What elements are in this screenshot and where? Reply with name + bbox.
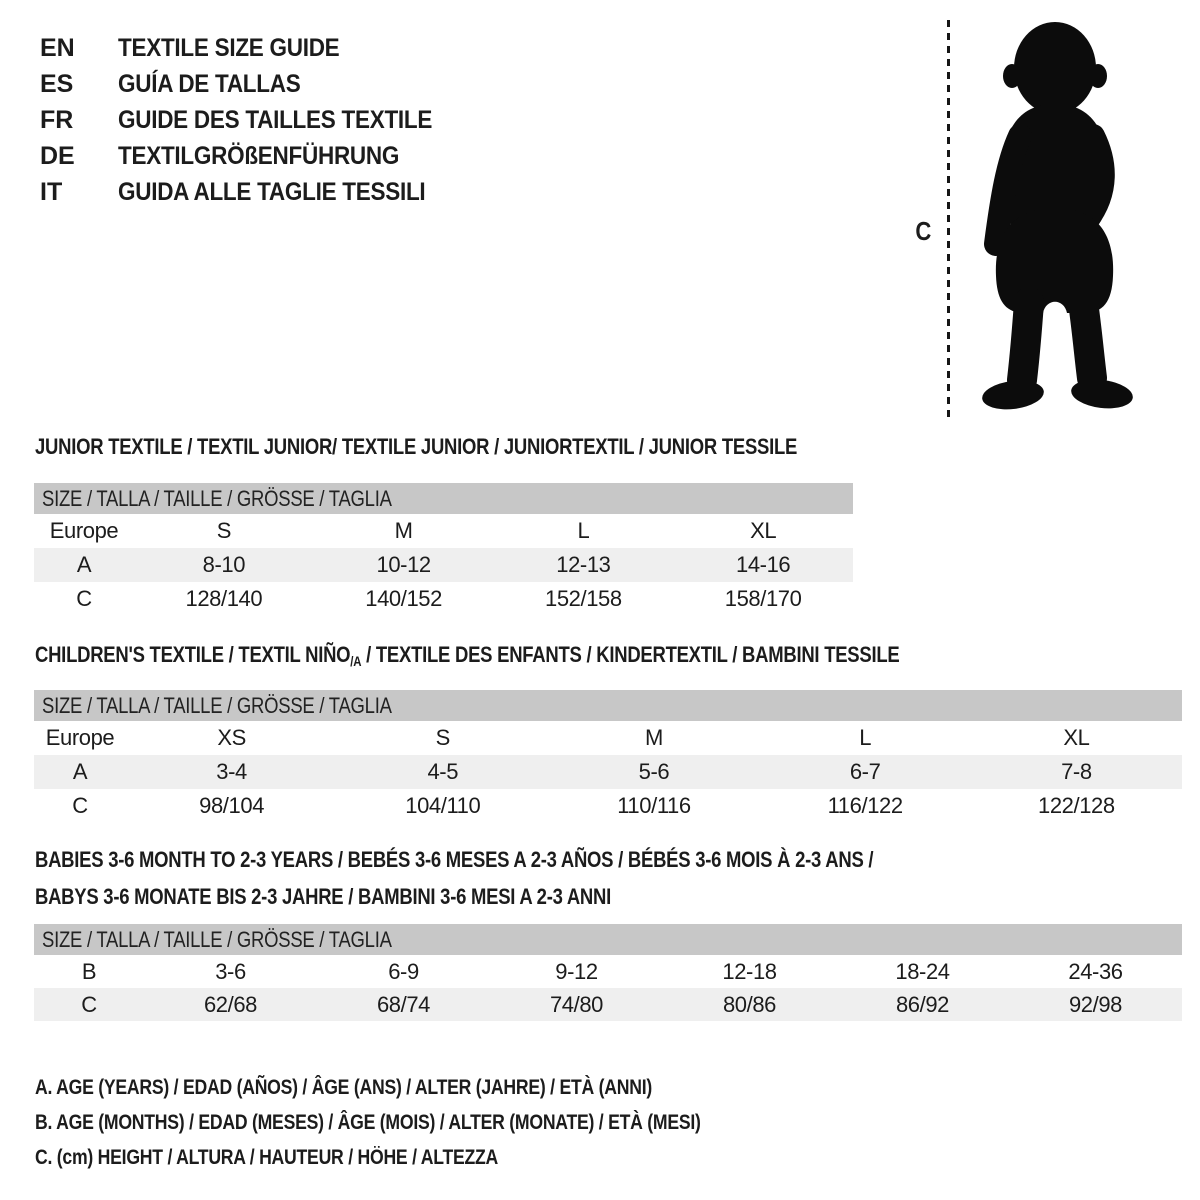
table-row	[34, 955, 1182, 988]
table-row	[34, 582, 853, 616]
size-cell: L	[577, 518, 590, 543]
babies-section-title-line2: BABYS 3-6 MONATE BIS 2-3 JAHRE / BAMBINI 3-6 MESI A 2-3 ANNI	[35, 884, 611, 909]
babies-section-title-line1: BABIES 3-6 MONTH TO 2-3 YEARS / BEBÉS 3-6 MESES A 2-3 AÑOS / BÉBÉS 3-6 MOIS À 2-3 ANS /	[35, 847, 874, 872]
size-cell: 158/170	[724, 586, 802, 611]
height-dashed-line	[947, 20, 950, 418]
size-cell: 12-13	[494, 548, 674, 582]
size-cell: 5-6	[548, 755, 759, 789]
table-row	[34, 514, 853, 548]
size-header-bar: SIZE / TALLA / TAILLE / GRÖSSE / TAGLIA	[34, 690, 1182, 721]
size-cell: 3-6	[215, 959, 246, 984]
size-cell: 9-12	[555, 959, 598, 984]
table-row	[34, 988, 1182, 1021]
size-cell: 122/128	[1038, 793, 1115, 818]
language-title: GUÍA DE TALLAS	[118, 69, 301, 98]
size-cell: 104/110	[405, 793, 481, 818]
size-header-bar: SIZE / TALLA / TAILLE / GRÖSSE / TAGLIA	[34, 483, 853, 514]
size-cell: 98/104	[199, 793, 265, 818]
size-cell: 140/152	[365, 586, 442, 611]
size-cell: 68/74	[317, 988, 490, 1021]
language-title: GUIDA ALLE TAGLIE TESSILI	[118, 177, 426, 206]
size-cell: 92/98	[1009, 988, 1182, 1021]
size-cell: S	[435, 725, 450, 750]
language-row-fr	[40, 102, 467, 138]
size-cell: 80/86	[663, 988, 836, 1021]
size-cell: M	[394, 518, 413, 543]
height-label-c: C	[915, 216, 932, 246]
size-cell: 116/122	[827, 793, 903, 818]
size-cell: XS	[217, 725, 246, 750]
size-cell: 8-10	[134, 548, 314, 582]
legend-block	[35, 1070, 827, 1175]
size-cell: XL	[750, 518, 777, 543]
table-row	[34, 755, 1182, 789]
legend-line-c: C. (cm) HEIGHT / ALTURA / HAUTEUR / HÖHE / ALTEZZA	[35, 1146, 499, 1169]
language-code: IT	[40, 177, 63, 206]
language-code: DE	[40, 141, 75, 170]
size-cell: 110/116	[617, 793, 691, 818]
table-row	[34, 721, 1182, 755]
size-cell: 6-7	[760, 755, 971, 789]
size-cell: 152/158	[545, 586, 622, 611]
row-label: C	[76, 586, 92, 611]
language-title-block	[40, 30, 467, 210]
language-code: FR	[40, 105, 74, 134]
children-size-table	[34, 690, 1182, 823]
size-cell: S	[216, 518, 232, 543]
size-cell: 12-18	[722, 959, 777, 984]
legend-line-b: B. AGE (MONTHS) / EDAD (MESES) / ÂGE (MOIS) / ALTER (MONATE) / ETÀ (MESI)	[35, 1111, 701, 1134]
table-row	[34, 789, 1182, 823]
size-cell: 18-24	[895, 959, 950, 984]
language-row-es	[40, 66, 467, 102]
size-cell: 14-16	[673, 548, 853, 582]
size-cell: 10-12	[314, 548, 494, 582]
language-title: TEXTILGRÖßENFÜHRUNG	[118, 141, 400, 170]
language-row-de	[40, 138, 467, 174]
row-label: A	[34, 755, 126, 789]
language-row-it	[40, 174, 467, 210]
size-cell: M	[645, 725, 663, 750]
language-title: TEXTILE SIZE GUIDE	[118, 33, 340, 62]
row-label: A	[34, 548, 134, 582]
size-cell: 86/92	[836, 988, 1009, 1021]
language-title: GUIDE DES TAILLES TEXTILE	[118, 105, 433, 134]
size-cell: 3-4	[126, 755, 337, 789]
size-cell: 128/140	[185, 586, 263, 611]
junior-size-table	[34, 483, 853, 616]
size-cell: 6-9	[388, 959, 419, 984]
table-row	[34, 548, 853, 582]
row-label: Europe	[49, 518, 119, 543]
junior-section-title: JUNIOR TEXTILE / TEXTIL JUNIOR/ TEXTILE JUNIOR / JUNIORTEXTIL / JUNIOR TESSILE	[35, 434, 798, 459]
legend-line-a: A. AGE (YEARS) / EDAD (AÑOS) / ÂGE (ANS) / ALTER (JAHRE) / ETÀ (ANNI)	[35, 1076, 653, 1099]
row-label: B	[81, 959, 97, 984]
size-cell: 74/80	[490, 988, 663, 1021]
language-code: EN	[40, 33, 75, 62]
size-cell: 7-8	[971, 755, 1182, 789]
children-section-title: CHILDREN'S TEXTILE / TEXTIL $NIÑO_{/A}$ / TEXTILE DES ENFANTS / KINDERTEXTIL / BAMBINI TESSILE	[35, 642, 900, 669]
size-cell: XL	[1063, 725, 1090, 750]
size-cell: 4-5	[337, 755, 548, 789]
row-label: C	[72, 793, 88, 818]
babies-size-table	[34, 924, 1182, 1021]
size-header-bar: SIZE / TALLA / TAILLE / GRÖSSE / TAGLIA	[34, 924, 1182, 955]
row-label: Europe	[45, 725, 115, 750]
language-code: ES	[40, 69, 74, 98]
size-cell: L	[859, 725, 872, 750]
nino-a-subscript: /A	[350, 653, 362, 669]
size-cell: 62/68	[144, 988, 317, 1021]
size-cell: 24-36	[1068, 959, 1123, 984]
row-label: C	[34, 988, 144, 1021]
baby-silhouette-image	[956, 14, 1142, 420]
language-row-en	[40, 30, 467, 66]
